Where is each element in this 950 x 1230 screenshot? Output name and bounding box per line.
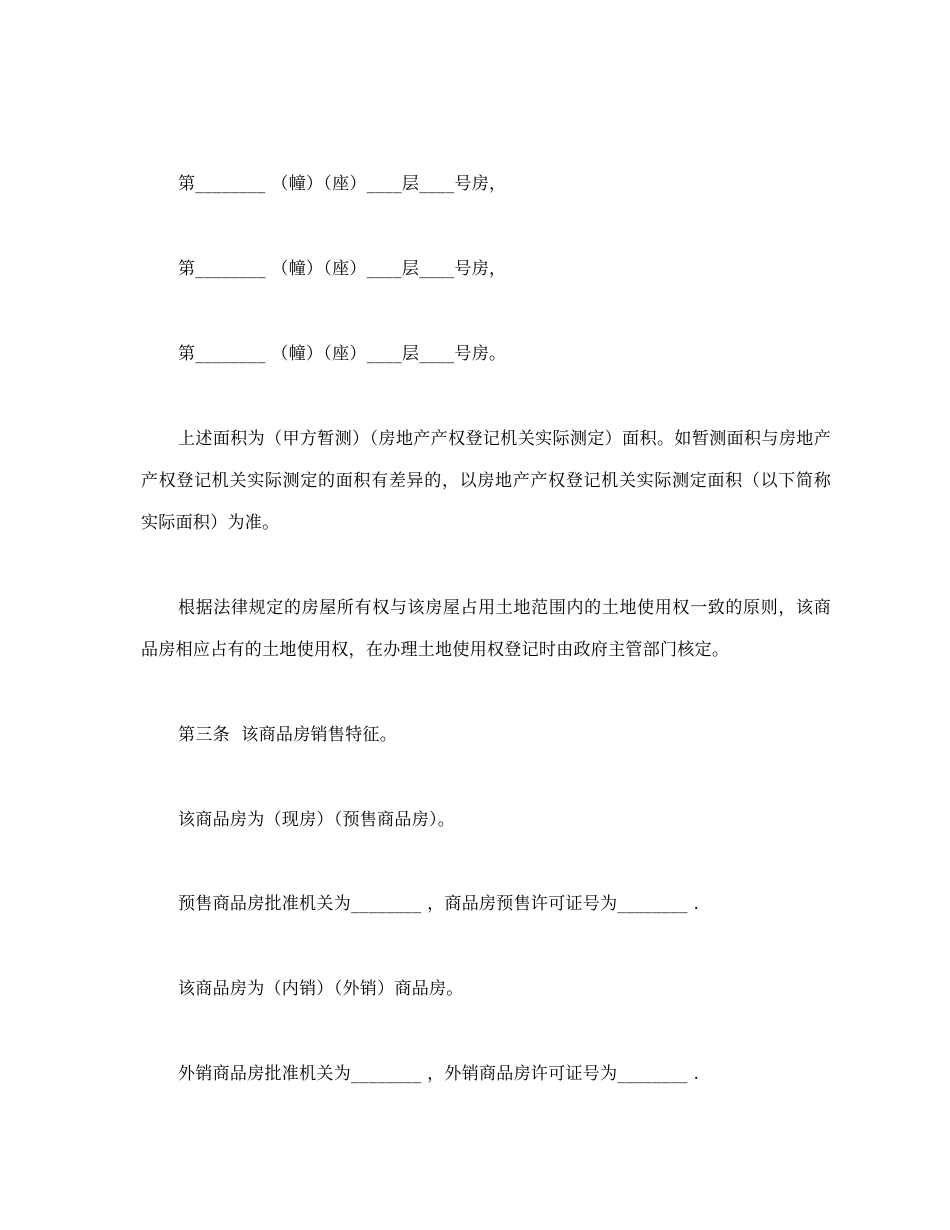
export-approval-line: 外销商品房批准机关为________ ，外销商品房许可证号为________ . xyxy=(178,1064,700,1084)
presale-approval-line: 预售商品房批准机关为________ ，商品房预售许可证号为________ . xyxy=(178,894,700,914)
market-type-line: 该商品房为（内销）（外销）商品房。 xyxy=(178,979,464,999)
sale-type-line: 该商品房为（现房）（预售商品房）。 xyxy=(178,810,456,830)
area-clause: 上述面积为（甲方暂测）（房地产产权登记机关实际测定）面积。如暂测面积与房地产产权登记机关实际测定的面积有差异的，以房地产产权登记机关实际测定面积（以下简称实际面积）为准。 xyxy=(141,429,831,533)
unit-line-3: 第________ （幢）（座）____层____号房。 xyxy=(178,344,507,364)
article-three-heading: 第三条 该商品房销售特征。 xyxy=(178,725,398,745)
unit-line-2: 第________ （幢）（座）____层____号房， xyxy=(178,259,507,279)
land-use-clause: 根据法律规定的房屋所有权与该房屋占用土地范围内的土地使用权一致的原则，该商品房相应占有的土地使用权，在办理土地使用权登记时由政府主管部门核定。 xyxy=(141,598,831,660)
unit-line-1: 第________ （幢）（座）____层____号房， xyxy=(178,174,507,194)
